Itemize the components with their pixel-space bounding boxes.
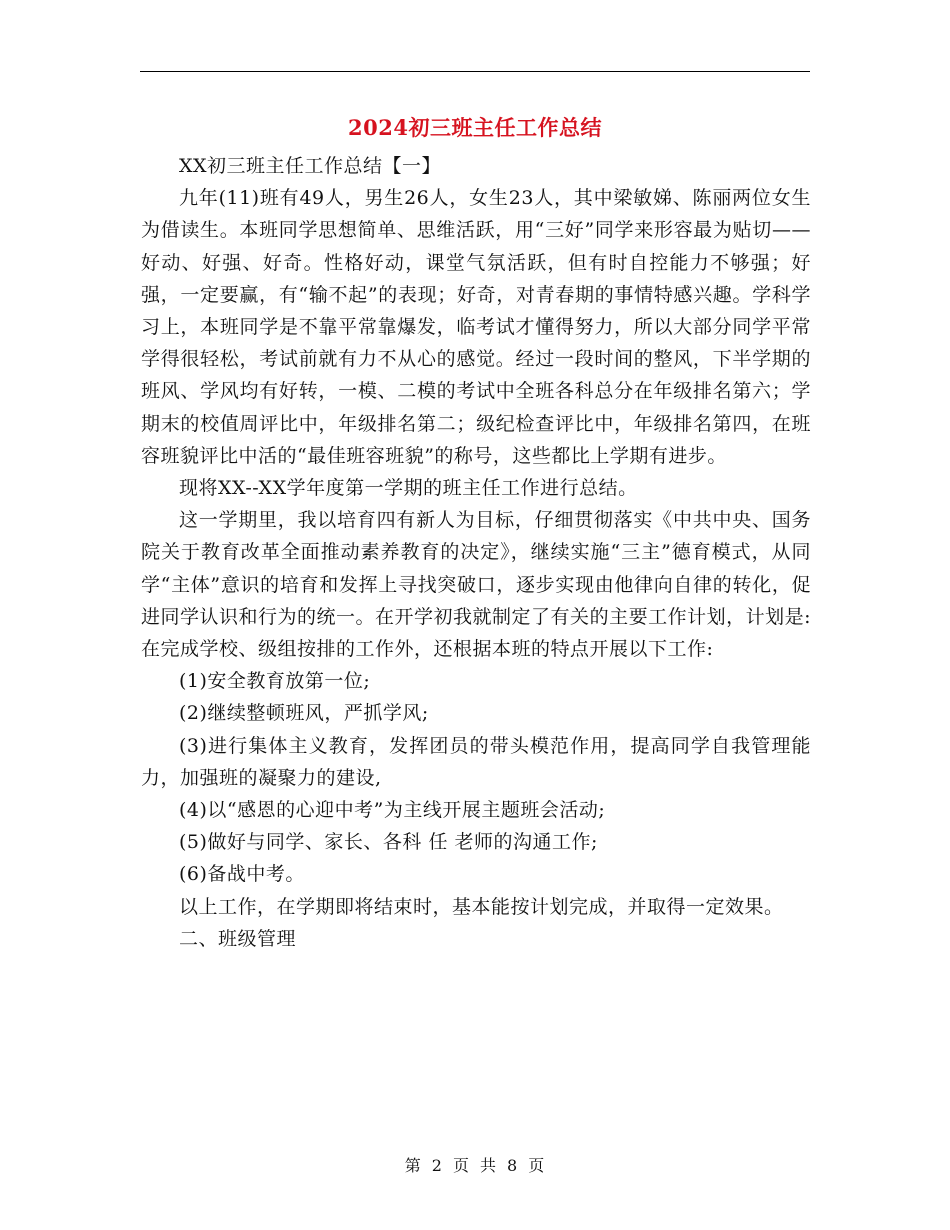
- list-item: (2)继续整顿班风，严抓学风;: [179, 702, 429, 725]
- page-number: 2: [431, 1156, 443, 1175]
- footer-suffix: 页: [528, 1156, 546, 1175]
- list-item: (6)备战中考。: [179, 863, 305, 886]
- list-item: (1)安全教育放第一位;: [179, 670, 371, 693]
- list-item: (3)进行集体主义教育，发挥团员的带头模范作用，提高同学自我管理能力，加强班的凝聚力的建设,: [141, 734, 811, 789]
- list-item: (4)以“感恩的心迎中考”为主线开展主题班会活动;: [179, 799, 606, 822]
- footer-page-word: 页: [452, 1156, 470, 1175]
- page-footer: [0, 1153, 950, 1176]
- header-rule: [140, 71, 810, 72]
- section-heading: XX初三班主任工作总结【一】: [179, 155, 442, 177]
- page-total: 8: [507, 1156, 519, 1175]
- paragraph: 现将XX--XX学年度第一学期的班主任工作进行总结。: [179, 477, 638, 500]
- list-item: (5)做好与同学、家长、各科 任 老师的沟通工作;: [179, 831, 598, 854]
- footer-total-prefix: 共: [480, 1156, 498, 1175]
- paragraph: 这一学期里，我以培育四有新人为目标，仔细贯彻落实《中共中央、国务院关于教育改革全面推动素养教育的决定》，继续实施“三主”德育模式，从同学“主体”意识的培育和发挥上寻找突破口，逐步实现由他律向自律的转化，促进同学认识和行为的统一。在开学初我就制定了有关的主要工作计划，计划是:在完成学校、级组按排的工作外，还根据本班的特点开展以下工作:: [141, 509, 811, 661]
- footer-prefix: 第: [404, 1156, 422, 1175]
- section-heading: 二、班级管理: [179, 927, 297, 950]
- document-body: [141, 150, 811, 955]
- paragraph: 九年(11)班有49人，男生26人，女生23人，其中梁敏娣、陈丽两位女生为借读生。本班同学思想简单、思维活跃，用“三好”同学来形容最为贴切——好动、好强、好奇。性格好动，课堂气氛活跃，但有时自控能力不够强；好强，一定要赢，有“输不起”的表现；好奇，对青春期的事情特感兴趣。学科学习上，本班同学是不靠平常靠爆发，临考试才懂得努力，所以大部分同学平常学得很轻松，考试前就有力不从心的感觉。经过一段时间的整风，下半学期的班风、学风均有好转，一模、二模的考试中全班各科总分在年级排名第六；学期末的校值周评比中，年级排名第二；级纪检查评比中，年级排名第四，在班容班貌评比中活的“最佳班容班貌”的称号，这些都比上学期有进步。: [141, 187, 811, 467]
- document-title: 2024初三班主任工作总结: [348, 115, 602, 140]
- paragraph: 以上工作，在学期即将结束时，基本能按计划完成，并取得一定效果。: [179, 895, 784, 918]
